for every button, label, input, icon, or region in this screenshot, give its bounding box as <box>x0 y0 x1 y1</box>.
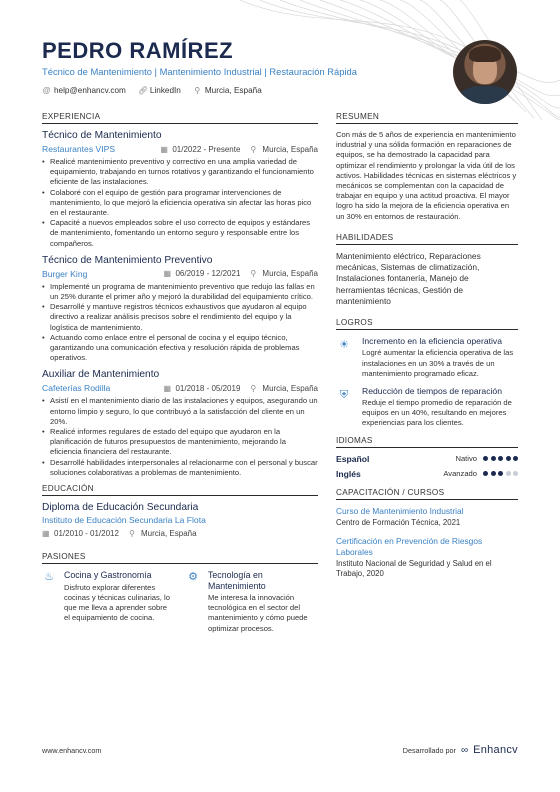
job-title: Técnico de Mantenimiento <box>42 130 162 141</box>
proficiency-dot <box>491 471 496 476</box>
proficiency-dot <box>506 456 511 461</box>
achievement-text <box>362 336 518 379</box>
language-name: Español <box>336 453 370 464</box>
job-title: Técnico de Mantenimiento Preventivo <box>42 254 213 266</box>
education-school: Instituto de Educación Secundaria La Flota <box>42 515 206 526</box>
shield-icon: ⛨ <box>339 388 349 401</box>
job-bullets <box>42 396 318 478</box>
enhancv-logo-icon: ∞ <box>460 744 469 756</box>
section-title-education: EDUCACIÓN <box>42 484 318 496</box>
profile-photo <box>453 40 517 104</box>
job-location-text: Murcia, España <box>262 383 318 393</box>
job-meta <box>42 269 318 279</box>
job-bullet: • Colaboré con el equipo de gestión para programar intervenciones de mantenimiento, lo que mejoró la eficiencia operativa sin afectar las horas pico en el restaurante. <box>42 188 318 219</box>
course-item <box>336 536 518 579</box>
job-title: Auxiliar de Mantenimiento <box>42 369 160 381</box>
section-title-languages: IDIOMAS <box>336 436 518 448</box>
job-bullets <box>42 282 318 364</box>
link-icon: 🔗︎ <box>137 86 149 95</box>
achievement-title: Incremento en la eficiencia operativa <box>362 336 502 347</box>
job-dates <box>163 383 240 393</box>
email-text: help@enhancv.com <box>54 86 126 95</box>
languages-list <box>336 454 518 479</box>
passions-list <box>42 570 318 634</box>
proficiency-dot <box>483 471 488 476</box>
job-dates-text: 01/2018 - 05/2019 <box>175 383 241 393</box>
passion-desc: Disfruto explorar diferentes cocinas y técnicas culinarias, lo que me lleva a aprender sobre el equipamiento de cocina. <box>64 582 170 623</box>
candidate-name: PEDRO RAMÍREZ <box>42 38 234 63</box>
calendar-icon: ▦ <box>163 383 172 393</box>
section-title-experience: EXPERIENCIA <box>42 112 318 124</box>
job-meta-right <box>163 269 318 279</box>
achievement-desc: Logré aumentar la eficiencia operativa de las instalaciones en un 30% a través de un mantenimiento programado eficaz. <box>362 348 514 378</box>
language-row <box>336 469 518 479</box>
contact-bar <box>42 86 442 95</box>
skills-text: Mantenimiento eléctrico, Reparaciones mecánicas, Sistemas de climatización, Instalaciones fontanería, Manejo de herramientas técnicas, Gestión de mantenimiento <box>336 250 481 307</box>
experience-list <box>42 130 318 478</box>
course-org: Centro de Formación Técnica, 2021 <box>336 518 461 528</box>
right-column <box>336 112 518 588</box>
proficiency-dot <box>498 456 503 461</box>
job-dates <box>160 144 240 154</box>
achievement-text <box>362 386 518 429</box>
section-title-achievements: LOGROS <box>336 318 518 330</box>
course-title: Certificación en Prevención de Riesgos Laborales <box>336 536 483 557</box>
proficiency-dot <box>498 471 503 476</box>
education-dates-text: 01/2010 - 01/2012 <box>54 529 119 539</box>
course-item <box>336 506 518 529</box>
contact-email[interactable] <box>42 86 126 95</box>
section-title-summary: RESUMEN <box>336 112 518 124</box>
footer-powered-text: Desarrollado por <box>402 745 456 755</box>
lightbulb-icon: ☀ <box>339 339 349 352</box>
job-bullet: • Asistí en el mantenimiento diario de las instalaciones y equipos, asegurando un entorno limpio y seguro, lo que contribuyó a la satisfacción del cliente en un 20%. <box>42 396 318 427</box>
job-bullet: • Capacité a nuevos empleados sobre el uso correcto de equipos y estándares de mantenimiento, fomentando un entorno seguro y responsable entre los compañeros. <box>42 218 318 249</box>
proficiency-dot <box>513 471 518 476</box>
linkedin-text: LinkedIn <box>149 86 181 95</box>
gastronomy-icon: ♨ <box>44 571 54 584</box>
calendar-icon: ▦ <box>163 269 172 279</box>
language-level: Nativo <box>455 454 477 464</box>
footer-brand <box>403 744 518 756</box>
proficiency-dot <box>491 456 496 461</box>
passion-title: Tecnología en Mantenimiento <box>208 570 266 591</box>
left-column <box>42 112 318 634</box>
job-meta-right <box>163 383 318 393</box>
experience-entry <box>42 255 318 364</box>
summary-text: Con más de 5 años de experiencia en mantenimiento industrial y una sólida formación en reparaciones de equipos, se ha demostrado la capacidad para optimizar el rendimiento y prolongar la vida útil de los activos. Habilidades técnicas en sistemas eléctricos y mecánicos se complementan con la capacidad de trabajar en equipo y una actitud proactiva. El mayor logro ha sido la mejora de la eficiencia operativa en un 30% en entornos de restauración. <box>336 130 517 221</box>
passion-text <box>64 570 174 634</box>
passion-item <box>186 570 318 634</box>
job-bullet: • Desarrollé y mantuve registros técnicos exhaustivos que ayudaron al equipo directivo a realizar análisis precisos sobre el rendimiento del equipo y la logística de mantenimiento. <box>42 302 318 333</box>
achievement-title: Reducción de tiempos de reparación <box>362 385 502 396</box>
job-meta <box>42 383 318 393</box>
courses-list <box>336 506 518 580</box>
job-dates-text: 06/2019 - 12/2021 <box>175 269 241 279</box>
education-location-text: Murcia, España <box>140 529 197 539</box>
job-meta <box>42 144 318 154</box>
company-name: Cafeterías Rodilla <box>42 383 111 394</box>
passion-text <box>208 570 318 634</box>
education-location <box>129 529 197 538</box>
language-proficiency <box>443 469 518 478</box>
achievement-item <box>336 336 518 379</box>
calendar-icon: ▦ <box>160 144 168 154</box>
brand-name: Enhancv <box>473 744 518 756</box>
achievement-desc: Reduje el tiempo promedio de reparación de equipos en un 40%, resultando en mejores experiencias para los clientes. <box>362 397 512 428</box>
passion-desc: Me interesa la innovación tecnológica en el sector del mantenimiento y cómo puede optimizar procesos. <box>208 593 308 633</box>
page-footer <box>42 744 518 756</box>
section-title-passions: PASIONES <box>42 552 318 564</box>
job-bullets <box>42 157 318 249</box>
technology-icon: ⚙ <box>188 571 198 584</box>
job-location <box>250 269 318 279</box>
section-title-courses: CAPACITACIÓN / CURSOS <box>336 488 518 500</box>
calendar-icon: ▦ <box>42 529 50 539</box>
language-level: Avanzado <box>443 469 477 479</box>
achievements-list <box>336 336 518 428</box>
contact-linkedin[interactable] <box>138 86 181 95</box>
section-title-skills: HABILIDADES <box>336 233 518 245</box>
footer-website[interactable]: www.enhancv.com <box>42 745 102 755</box>
job-dates <box>163 269 240 279</box>
map-pin-icon: ⚲ <box>250 383 257 393</box>
proficiency-dots <box>483 471 518 476</box>
job-location-text: Murcia, España <box>262 269 318 279</box>
job-bullet: • Implementé un programa de mantenimiento preventivo que redujo las fallas en un 25% durante el primer año y mejoró la durabilidad del equipamiento crítico. <box>42 282 318 302</box>
job-location <box>250 144 318 154</box>
map-pin-icon: ⚲ <box>250 144 257 154</box>
proficiency-dot <box>513 456 518 461</box>
company-name: Restaurantes VIPS <box>42 144 116 154</box>
passion-title: Cocina y Gastronomía <box>64 570 152 581</box>
map-pin-icon: ⚲ <box>128 529 135 539</box>
language-row <box>336 454 518 464</box>
experience-entry <box>42 369 318 478</box>
course-title: Curso de Mantenimiento Industrial <box>336 505 464 516</box>
job-location <box>250 383 318 393</box>
achievement-item <box>336 386 518 429</box>
proficiency-dot <box>483 456 488 461</box>
proficiency-dots <box>483 456 518 461</box>
experience-entry <box>42 130 318 249</box>
job-location-text: Murcia, España <box>262 144 318 154</box>
course-org: Instituto Nacional de Seguridad y Salud en el Trabajo, 2020 <box>336 559 492 579</box>
contact-location <box>193 86 262 95</box>
at-icon: @ <box>42 86 51 95</box>
location-text: Murcia, España <box>204 86 262 95</box>
education-degree: Diploma de Educación Secundaria <box>42 502 199 514</box>
map-pin-icon: ⚲ <box>194 86 201 95</box>
company-name: Burger King <box>42 268 88 279</box>
education-entry <box>42 502 318 538</box>
education-dates <box>42 529 119 538</box>
map-pin-icon: ⚲ <box>250 269 257 279</box>
headline: Técnico de Mantenimiento | Mantenimiento Industrial | Restauración Rápida <box>42 66 357 77</box>
job-bullet: • Realicé informes regulares de estado del equipo que ayudaron en la planificación de futuros presupuestos de mantenimiento, mejorando la eficiencia financiera del restaurante. <box>42 427 318 458</box>
resume-header <box>42 38 442 95</box>
passion-item <box>42 570 174 634</box>
job-bullet: • Desarrollé habilidades interpersonales al relacionarme con el personal y buscar soluciones colaborativas a problemas de mantenimiento. <box>42 458 318 478</box>
education-meta <box>42 529 318 538</box>
job-meta-right <box>160 144 318 154</box>
job-bullet: • Realicé mantenimiento preventivo y correctivo en una amplia variedad de equipamiento, trabajando en turnos rotativos y garantizando el funcionamiento eficiente de las instalaciones. <box>42 157 318 188</box>
job-dates-text: 01/2022 - Presente <box>172 144 241 154</box>
language-name: Inglés <box>336 468 361 479</box>
proficiency-dot <box>506 471 511 476</box>
job-bullet: • Actuando como enlace entre el personal de cocina y el equipo técnico, garantizando una comunicación efectiva y resolución rápida de problemas operativos. <box>42 333 318 364</box>
language-proficiency <box>455 454 518 463</box>
